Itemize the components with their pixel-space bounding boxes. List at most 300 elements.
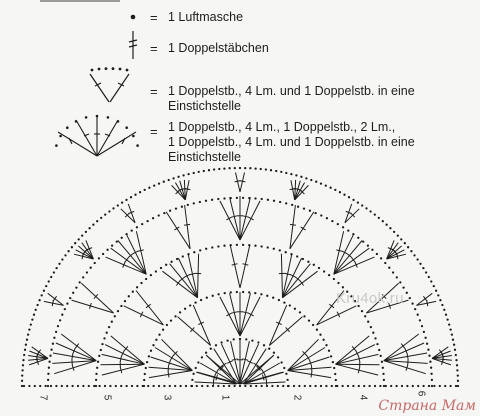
chain-dot	[374, 213, 376, 215]
chain-dot	[179, 385, 181, 387]
chain-dot	[304, 385, 306, 387]
stitch-bar	[243, 264, 249, 265]
chain-dot	[337, 223, 339, 225]
chain-dot	[380, 355, 382, 357]
stitch-bar	[352, 257, 356, 262]
chain-dot	[361, 204, 363, 206]
chain-dot	[82, 276, 84, 278]
chain-dot	[385, 385, 387, 387]
chain-dot	[406, 292, 408, 294]
chain-dot	[108, 326, 110, 328]
row-number: 1	[219, 394, 231, 401]
chain-dot	[71, 246, 73, 248]
chain-dot	[30, 323, 32, 325]
chain-dot	[382, 220, 384, 222]
chain-dot	[293, 385, 295, 387]
chain-dot	[363, 385, 365, 387]
chain-dot	[250, 385, 252, 387]
chain-dot	[376, 343, 378, 345]
chain-dot	[265, 168, 267, 170]
chain-dot	[160, 267, 162, 269]
chain-dot	[163, 385, 165, 387]
chain-dot	[379, 385, 381, 387]
chain-dot	[220, 341, 222, 343]
chain-dot	[92, 224, 94, 226]
chain-dot	[336, 385, 338, 387]
chain-dot	[82, 385, 84, 387]
double-crochet-stitch	[230, 197, 240, 240]
chain-dot	[371, 249, 373, 251]
chain-dot	[141, 223, 143, 225]
chain-dot	[309, 385, 311, 387]
chain-dot	[23, 354, 25, 356]
chain-dot	[285, 373, 287, 375]
chain-dot	[429, 361, 431, 363]
chain-dot	[21, 385, 23, 387]
chain-dot	[325, 184, 327, 186]
chain-dot	[330, 355, 332, 357]
chain-dot	[55, 385, 57, 387]
chain-dot	[125, 385, 127, 387]
chain-dot	[341, 385, 343, 387]
chain-dot	[181, 206, 183, 208]
chain-dot	[150, 350, 152, 352]
chain-dot	[331, 385, 333, 387]
chain-dot	[71, 385, 73, 387]
double-crochet-stitch	[220, 201, 240, 240]
chain-dot	[364, 315, 366, 317]
chain-dot	[352, 199, 354, 201]
chain-dot	[47, 379, 49, 381]
chain-dot	[325, 344, 327, 346]
chain-dot	[27, 333, 29, 335]
stitch-bar	[231, 216, 237, 217]
chain-dot	[456, 369, 458, 371]
chain-dot	[437, 294, 439, 296]
chain-dot	[228, 167, 230, 169]
chain-dot	[272, 297, 274, 299]
chain-dot	[421, 325, 423, 327]
chain-dot	[163, 212, 165, 214]
chain-dot	[43, 290, 45, 292]
chain-dot	[319, 334, 321, 336]
chain-dot	[328, 350, 330, 352]
chain-dot	[455, 359, 457, 361]
chain-dot	[106, 332, 108, 334]
chain-dot	[125, 233, 127, 235]
chain-dot	[277, 356, 279, 358]
stitch-bar	[242, 359, 248, 360]
chain-dot	[329, 187, 331, 189]
chain-dot	[50, 349, 52, 351]
legend-text-double-crochet: 1 Doppelstäbchen	[168, 41, 269, 55]
chain-dot	[393, 231, 395, 233]
chain-dot	[146, 220, 148, 222]
chain-dot	[367, 244, 369, 246]
stitch-bar	[174, 227, 179, 230]
chain-dot	[294, 308, 296, 310]
chain-dot	[244, 385, 246, 387]
chain-dot	[88, 227, 90, 229]
chain-dot	[380, 257, 382, 259]
chain-dot	[435, 290, 437, 292]
chain-dot	[117, 204, 119, 206]
chain-dot	[148, 187, 150, 189]
chain-dot	[260, 293, 262, 295]
chain-dot	[323, 270, 325, 272]
chain-dot	[407, 246, 409, 248]
chain-dot	[337, 282, 339, 284]
chain-dot	[358, 385, 360, 387]
chain-dot	[195, 367, 197, 369]
chain-dot	[36, 304, 38, 306]
double-crochet-stitch	[53, 353, 96, 361]
chain-dot	[255, 385, 257, 387]
chain-dot	[148, 355, 150, 357]
chain-dot	[254, 167, 256, 169]
chain-dot	[249, 167, 251, 169]
chain-dot	[399, 281, 401, 283]
chain-dot	[280, 361, 282, 363]
chain-dot	[236, 291, 238, 293]
chain-dot	[289, 304, 291, 306]
chain-dot	[140, 282, 142, 284]
chain-dot	[296, 255, 298, 257]
chain-dot	[136, 286, 138, 288]
chain-dot	[332, 361, 334, 363]
chain-dot	[260, 385, 262, 387]
chain-dot	[422, 267, 424, 269]
chain-dot	[261, 198, 263, 200]
chain-dot	[334, 373, 336, 375]
chain-dot	[352, 233, 354, 235]
chain-dot	[61, 258, 63, 260]
double-crochet-stitch	[291, 180, 295, 200]
chain-dot	[53, 271, 55, 273]
chain-dot	[109, 385, 111, 387]
chain-dot	[194, 301, 196, 303]
chain-dot	[169, 210, 171, 212]
chain-dot	[96, 220, 98, 222]
chain-dot	[326, 217, 328, 219]
chain-dot	[166, 324, 168, 326]
chain-dot	[433, 385, 435, 387]
chain-dot	[90, 267, 92, 269]
chain-dot	[77, 385, 79, 387]
chain-dot	[44, 385, 46, 387]
chain-dot	[69, 297, 71, 299]
chain-dot	[384, 262, 386, 264]
chain-dot	[205, 200, 207, 202]
chain-dot	[425, 271, 427, 273]
chain-dot	[199, 201, 201, 203]
chain-dot	[285, 251, 287, 253]
chain-dot	[413, 254, 415, 256]
chain-dot	[143, 379, 145, 381]
chain-dot	[205, 352, 207, 354]
chain-dot	[445, 314, 447, 316]
stitch-bar	[231, 312, 237, 313]
stitch-bar	[190, 273, 196, 274]
chain-dot	[382, 367, 384, 369]
chain-dot	[39, 385, 41, 387]
chain-dot	[260, 245, 262, 247]
chain-dot	[172, 177, 174, 179]
chain-dot	[423, 331, 425, 333]
chain-dot	[111, 244, 113, 246]
stitch-bar	[300, 281, 304, 286]
chain-dot	[125, 199, 127, 201]
chain-dot	[223, 167, 225, 169]
chain-dot	[108, 210, 110, 212]
chain-dot	[158, 334, 160, 336]
stitch-bar	[222, 363, 227, 366]
chain-dot	[291, 204, 293, 206]
chain-dot	[334, 189, 336, 191]
chain-dot	[217, 245, 219, 247]
chain-dot	[328, 274, 330, 276]
chain-dot	[48, 367, 50, 369]
chain-dot	[31, 318, 33, 320]
chain-dot	[22, 364, 24, 366]
double-crochet-stitch	[269, 317, 302, 346]
chain-dot	[187, 204, 189, 206]
chain-dot	[385, 224, 387, 226]
chain-dot	[230, 291, 232, 293]
chain-dot	[300, 176, 302, 178]
stitch-bar	[359, 356, 360, 362]
chain-dot	[24, 349, 26, 351]
double-crochet-stitch	[236, 173, 241, 193]
chain-dot	[315, 181, 317, 183]
stitch-bar	[290, 224, 296, 225]
chain-dot	[302, 258, 304, 260]
chain-dot	[23, 385, 25, 387]
chain-dot	[218, 168, 220, 170]
chain-dot	[312, 324, 314, 326]
chain-dot	[285, 172, 287, 174]
chain-dot	[287, 385, 289, 387]
chain-dot	[182, 174, 184, 176]
chain-dot	[233, 385, 235, 387]
chain-dot	[426, 343, 428, 345]
chain-dot	[267, 246, 269, 248]
chain-dot	[263, 344, 265, 346]
chain-dot	[254, 292, 256, 294]
chain-dot	[200, 299, 202, 301]
chain-dot	[454, 349, 456, 351]
chain-dot	[38, 299, 40, 301]
chain-dot	[268, 348, 270, 350]
chain-dot	[378, 349, 380, 351]
chain-dot	[303, 315, 305, 317]
chain-dot	[305, 177, 307, 179]
chain-dot	[427, 349, 429, 351]
chain-dot	[320, 385, 322, 387]
chain-dot	[213, 168, 215, 170]
chain-dot	[397, 234, 399, 236]
chain-dot	[383, 379, 385, 381]
stitch-bar	[397, 253, 398, 259]
chain-dot	[61, 385, 63, 387]
chain-dot	[192, 373, 194, 375]
chain-dot	[310, 179, 312, 181]
chain-dot	[72, 292, 74, 294]
chain-dot	[314, 385, 316, 387]
chain-dot	[248, 291, 250, 293]
chain-dot	[333, 278, 335, 280]
double-crochet-stitch	[230, 293, 240, 336]
chain-dot	[25, 344, 27, 346]
chain-dot	[313, 264, 315, 266]
double-crochet-stitch	[288, 371, 331, 378]
chain-dot	[224, 292, 226, 294]
stitch-bar	[285, 273, 291, 274]
chain-dot	[206, 297, 208, 299]
chain-dot	[412, 385, 414, 387]
stitch-bar	[401, 344, 405, 349]
chain-dot	[47, 385, 49, 387]
chain-dot	[271, 385, 273, 387]
chain-dot	[55, 331, 57, 333]
chain-dot	[86, 271, 88, 273]
chain-dot	[396, 276, 398, 278]
chain-dot	[169, 385, 171, 387]
chain-dot	[177, 176, 179, 178]
chain-dot	[234, 167, 236, 169]
chain-dot	[81, 234, 83, 236]
chain-dot	[66, 302, 68, 304]
chain-dot	[179, 311, 181, 313]
chain-dot	[198, 171, 200, 173]
chain-dot	[211, 199, 213, 201]
chain-dot	[392, 271, 394, 273]
chain-dot	[395, 385, 397, 387]
double-crochet-stitch	[317, 306, 357, 325]
chain-dot	[144, 373, 146, 375]
chain-dot	[411, 302, 413, 304]
chain-dot	[254, 245, 256, 247]
chain-dot	[201, 385, 203, 387]
chain-dot	[446, 318, 448, 320]
stitch-bar	[407, 354, 408, 360]
chain-dot	[212, 295, 214, 297]
chain-dot	[53, 337, 55, 339]
chain-dot	[260, 168, 262, 170]
chain-dot	[320, 182, 322, 184]
chain-dot	[131, 385, 133, 387]
chain-dot	[320, 214, 322, 216]
chain-dot	[61, 314, 63, 316]
chain-dot	[277, 385, 279, 387]
chain-dot	[117, 310, 119, 312]
chain-dot	[34, 385, 36, 387]
chain-dot	[111, 321, 113, 323]
chain-dot	[185, 385, 187, 387]
chain-dot	[348, 196, 350, 198]
chain-dot	[163, 181, 165, 183]
chain-dot	[362, 240, 364, 242]
chain-dot	[124, 300, 126, 302]
chain-dot	[381, 361, 383, 363]
chain-dot	[431, 385, 433, 387]
chain-dot	[21, 369, 23, 371]
chain-dot	[309, 210, 311, 212]
row-number: 3	[161, 394, 173, 401]
watermark-text: Kru4ok.ru	[336, 290, 404, 307]
chain-dot	[433, 285, 435, 287]
row-number: 2	[291, 394, 303, 401]
chain-dot	[414, 308, 416, 310]
chain-dot	[308, 319, 310, 321]
stitch-bar	[75, 344, 79, 349]
chain-dot	[85, 231, 87, 233]
chain-dot	[335, 379, 337, 381]
chain-dot	[95, 373, 97, 375]
double-crochet-stitch	[198, 254, 199, 298]
chain-dot	[266, 295, 268, 297]
chain-dot	[347, 229, 349, 231]
chain-dot	[307, 261, 309, 263]
chain-dot	[193, 202, 195, 204]
chain-dot	[193, 172, 195, 174]
chain-dot	[372, 332, 374, 334]
chain-dot	[67, 250, 69, 252]
chain-dot	[150, 274, 152, 276]
chain-dot	[168, 179, 170, 181]
chain-dot	[455, 385, 457, 387]
chain-dot	[104, 213, 106, 215]
stitch-bar	[240, 181, 246, 182]
chain-dot	[430, 373, 432, 375]
stitch-bar	[184, 224, 190, 225]
chain-dot	[184, 308, 186, 310]
chain-dot	[273, 352, 275, 354]
stitch-bar	[427, 300, 428, 306]
chain-dot	[244, 167, 246, 169]
stitch-bar	[254, 363, 259, 366]
chain-dot	[357, 237, 359, 239]
chain-dot	[278, 299, 280, 301]
double-crochet-stitch	[240, 293, 250, 336]
chain-dot	[401, 385, 403, 387]
chain-dot	[114, 315, 116, 317]
chain-dot	[316, 329, 318, 331]
chain-dot	[205, 248, 207, 250]
chain-dot	[102, 253, 104, 255]
chain-dot	[28, 328, 30, 330]
chain-dot	[21, 380, 23, 382]
chain-dot	[370, 326, 372, 328]
stitch-bar	[176, 281, 180, 286]
double-crochet-stitch	[240, 245, 250, 288]
chain-dot	[368, 385, 370, 387]
row-number: 6	[415, 390, 427, 397]
chain-dot	[342, 226, 344, 228]
chain-dot	[361, 310, 363, 312]
chain-dot	[147, 385, 149, 387]
stitch-bar	[185, 189, 191, 190]
chain-dot	[417, 314, 419, 316]
chain-dot	[226, 339, 228, 341]
chain-dot	[33, 314, 35, 316]
chain-dot	[142, 385, 144, 387]
chain-dot	[136, 385, 138, 387]
chain-dot	[144, 189, 146, 191]
chain-dot	[96, 367, 98, 369]
chain-dot	[283, 301, 285, 303]
chain-dot	[199, 249, 201, 251]
